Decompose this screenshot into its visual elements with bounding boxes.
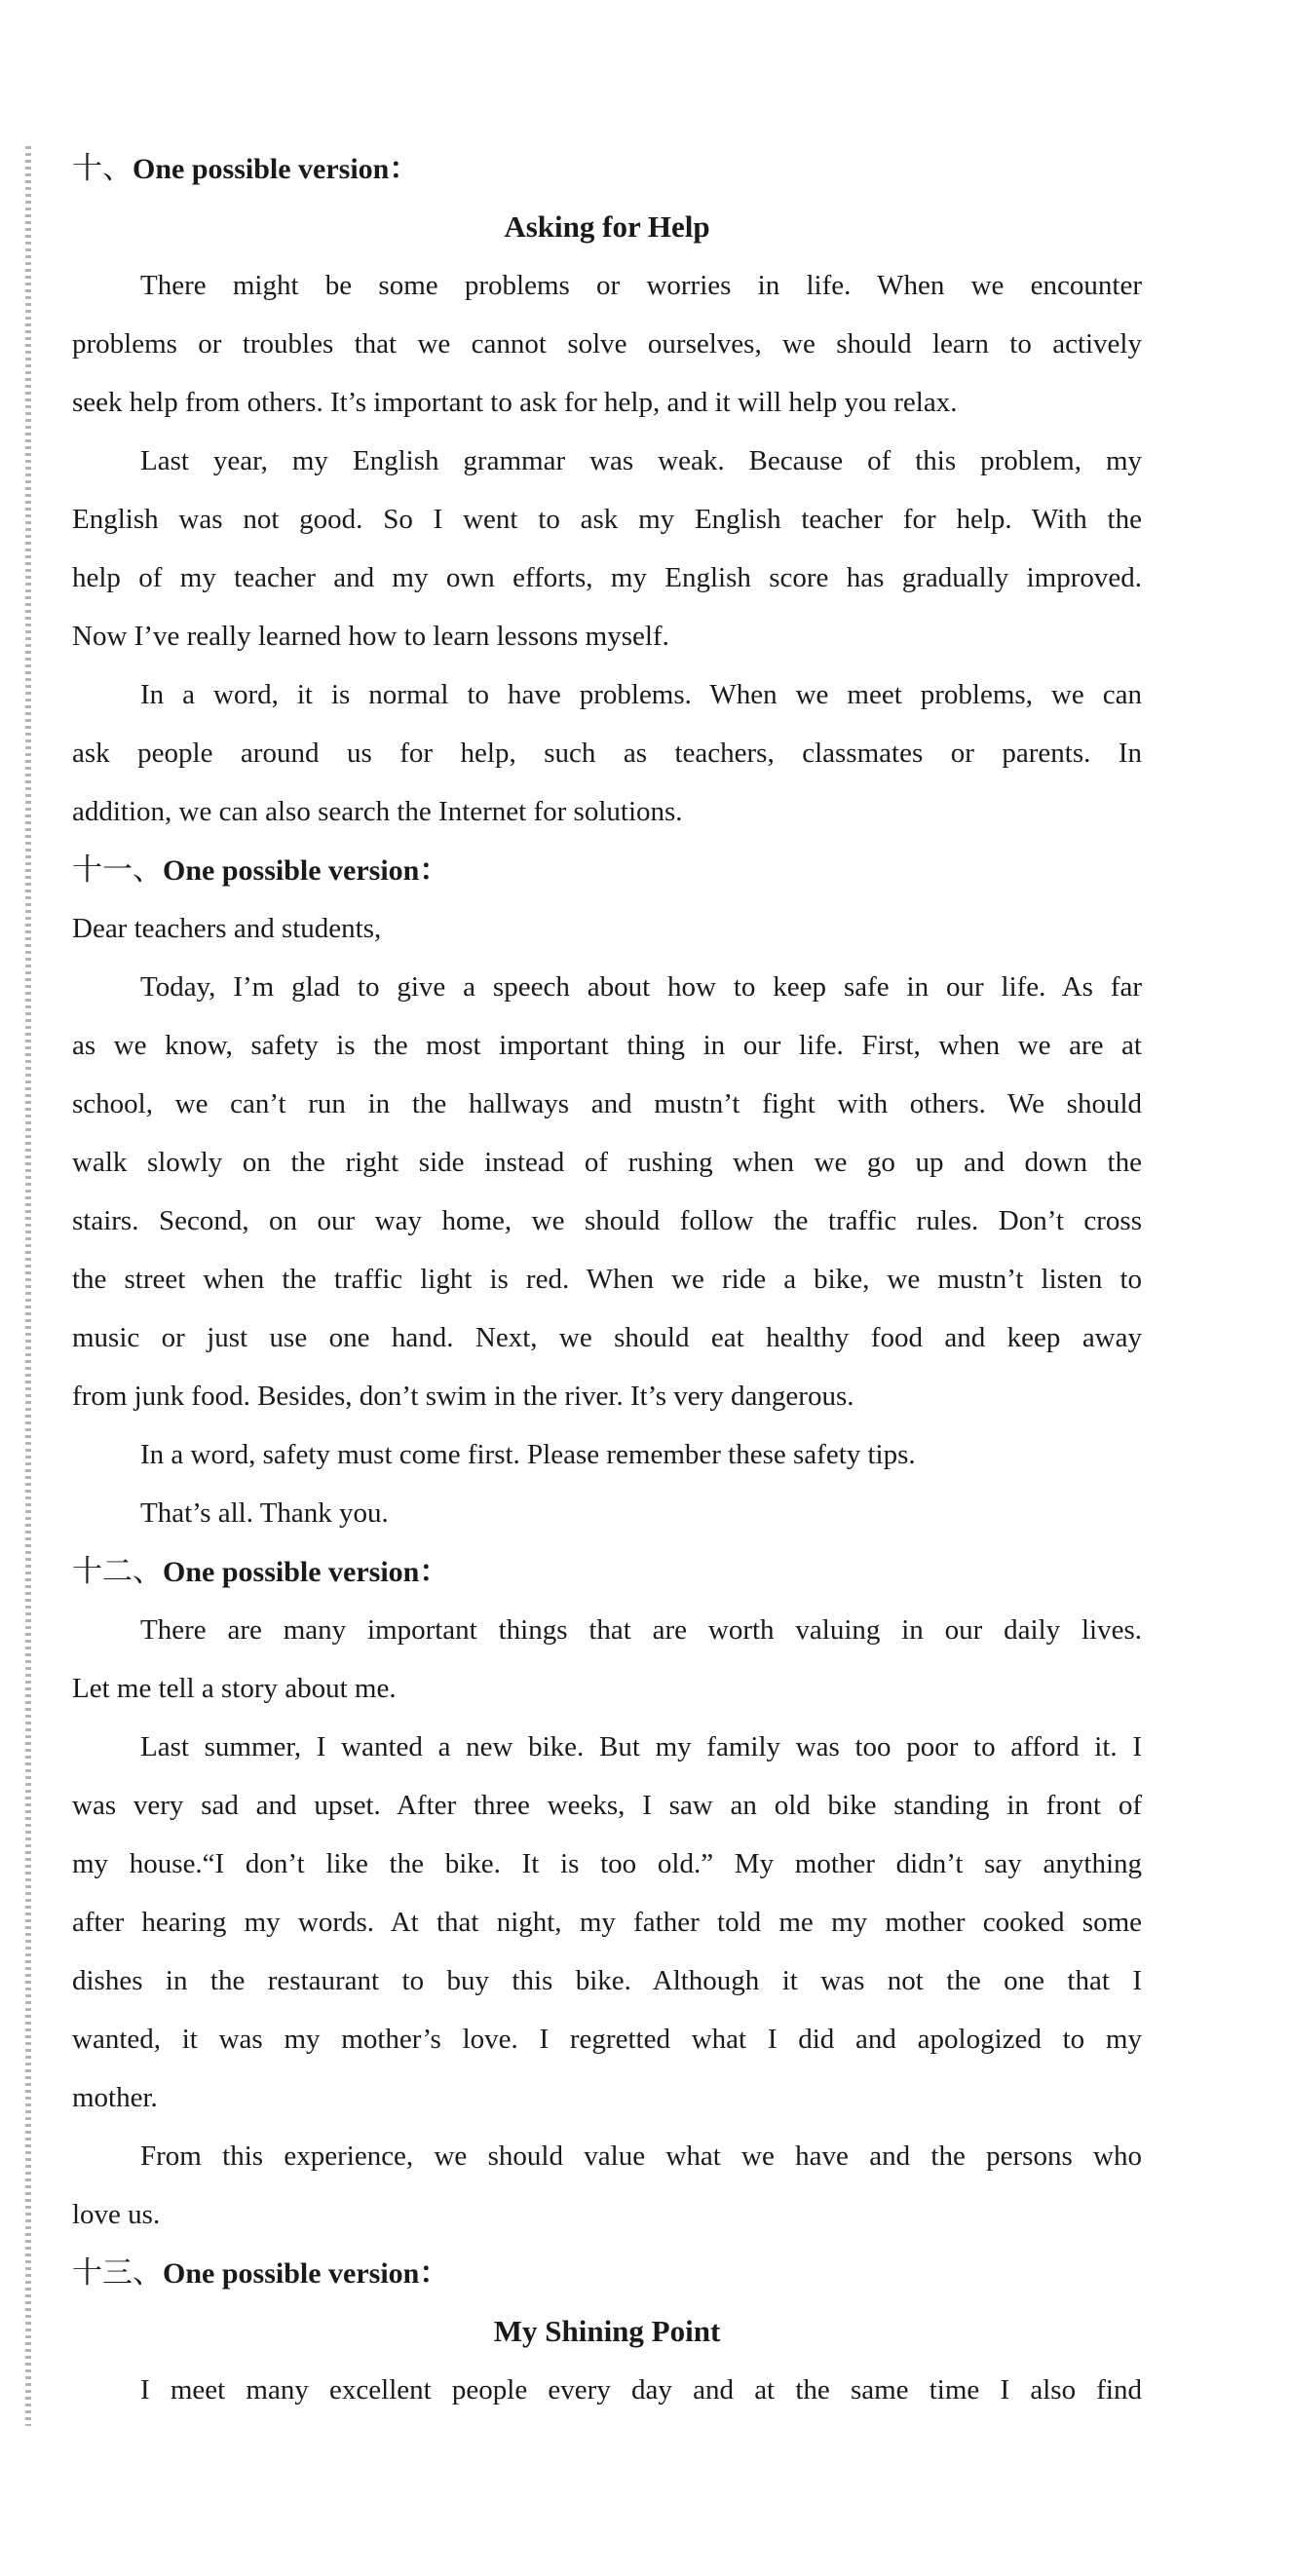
- section-number: 十二、: [72, 1554, 163, 1589]
- text-line: wanted, it was my mother’s love. I regretted what I did and apologized to my: [72, 2024, 1142, 2055]
- document-body: [72, 139, 1142, 2419]
- text-line: I meet many excellent people every day and at the same time I also find: [140, 2374, 1142, 2406]
- text-line: There might be some problems or worries in life. When we encounter: [140, 270, 1142, 301]
- text-line: after hearing my words. At that night, my father told me my mother cooked some: [72, 1907, 1142, 1938]
- text-line: Last year, my English grammar was weak. Because of this problem, my: [140, 445, 1142, 476]
- text-line: help of my teacher and my own efforts, my English score has gradually improved.: [72, 562, 1142, 593]
- text-line: the street when the traffic light is red. When we ride a bike, we mustn’t listen to: [72, 1264, 1142, 1295]
- section-label: One possible version：: [163, 854, 449, 887]
- section-label: One possible version：: [133, 153, 419, 185]
- text-line: love us.: [72, 2199, 161, 2230]
- text-line: addition, we can also search the Internet for solutions.: [72, 796, 683, 827]
- section-heading-11: [72, 841, 1142, 899]
- section-label: One possible version：: [163, 1556, 449, 1588]
- text-line: from junk food. Besides, don’t swim in the river. It’s very dangerous.: [72, 1381, 854, 1412]
- section-heading-13: [72, 2244, 1142, 2302]
- section-number: 十一、: [72, 852, 163, 888]
- text-line: my house.“I don’t like the bike. It is too old.” My mother didn’t say anything: [72, 1848, 1142, 1879]
- text-line: Now I’ve really learned how to learn lessons myself.: [72, 621, 669, 652]
- text-line: Let me tell a story about me.: [72, 1673, 397, 1704]
- text-line: From this experience, we should value what we have and the persons who: [140, 2140, 1142, 2172]
- text-line: In a word, it is normal to have problems. When we meet problems, we can: [140, 679, 1142, 710]
- text-line: mother.: [72, 2082, 158, 2113]
- section-number: 十三、: [72, 2255, 163, 2291]
- essay-title: My Shining Point: [493, 2314, 721, 2348]
- binding-margin: [25, 146, 31, 2426]
- text-line: walk slowly on the right side instead of rushing when we go up and down the: [72, 1147, 1142, 1178]
- text-line: music or just use one hand. Next, we should eat healthy food and keep away: [72, 1322, 1142, 1353]
- text-line: as we know, safety is the most important thing in our life. First, when we are at: [72, 1030, 1142, 1061]
- section-heading-10: [72, 139, 1142, 198]
- text-line: dishes in the restaurant to buy this bike. Although it was not the one that I: [72, 1965, 1142, 1996]
- text-line: English was not good. So I went to ask my English teacher for help. With the: [72, 504, 1142, 535]
- section-heading-12: [72, 1542, 1142, 1601]
- essay-title: Asking for Help: [504, 209, 710, 244]
- section-label: One possible version：: [163, 2257, 449, 2290]
- text-line: ask people around us for help, such as teachers, classmates or parents. In: [72, 738, 1142, 769]
- section-number: 十、: [72, 151, 133, 186]
- text-line: seek help from others. It’s important to ask for help, and it will help you relax.: [72, 387, 958, 418]
- text-line: Today, I’m glad to give a speech about how to keep safe in our life. As far: [140, 971, 1142, 1003]
- salutation: Dear teachers and students,: [72, 913, 382, 944]
- text-line: problems or troubles that we cannot solve ourselves, we should learn to actively: [72, 328, 1142, 360]
- text-line: Last summer, I wanted a new bike. But my family was too poor to afford it. I: [140, 1731, 1142, 1762]
- text-line: was very sad and upset. After three weeks, I saw an old bike standing in front of: [72, 1790, 1142, 1821]
- text-line: In a word, safety must come first. Please remember these safety tips.: [140, 1439, 916, 1470]
- text-line: stairs. Second, on our way home, we should follow the traffic rules. Don’t cross: [72, 1205, 1142, 1236]
- text-line: school, we can’t run in the hallways and mustn’t fight with others. We should: [72, 1088, 1142, 1119]
- text-line: There are many important things that are worth valuing in our daily lives.: [140, 1614, 1142, 1646]
- text-line: That’s all. Thank you.: [140, 1497, 389, 1529]
